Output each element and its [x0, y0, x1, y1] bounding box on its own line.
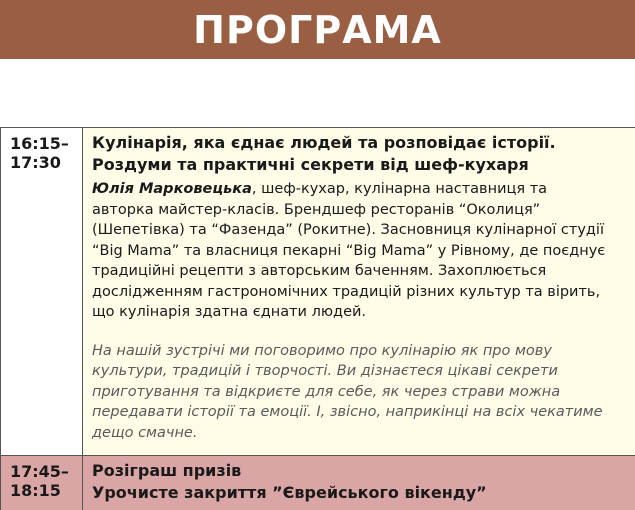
- session-title: [92, 132, 629, 176]
- session-title-line-1: Кулінарія, яка єднає людей та розповідає історії.: [92, 133, 556, 152]
- session-title-line-1: Розіграш призів: [92, 461, 242, 480]
- time-cell: [0, 128, 83, 455]
- session-content: [83, 456, 635, 510]
- time-start: 17:45–: [10, 462, 69, 481]
- program-banner: [0, 0, 635, 59]
- session-title-line-2: Роздуми та практичні секрети від шеф-кухаря: [92, 155, 529, 174]
- session-title-line-2: Урочисте закриття ”Єврейського вікенду”: [92, 483, 487, 502]
- time-start: 16:15–: [10, 134, 69, 153]
- speaker-name: Юлія Марковецька: [92, 181, 252, 197]
- time-end: 17:30: [10, 153, 61, 172]
- schedule-row: [0, 455, 635, 510]
- session-content: [83, 128, 635, 455]
- speaker-bio: [92, 179, 612, 323]
- time-end: 18:15: [10, 481, 61, 500]
- schedule-row: [0, 128, 635, 455]
- time-cell: [0, 456, 83, 510]
- speaker-bio-text: , шеф-кухар, кулінарна наставниця та авторка майстер-класів. Брендшеф ресторанів “Околиця” (Шепетівка) та “Фазенда” (Рокитне). Засновниця кулінарної студії “Big Mama” та власниця пекарні “Big Mama” у Рівному, де поєднує традиційні рецепти з авторським баченням. Захоплюється дослідженням гастрономічних традицій різних культур та вірить, що кулінарія здатна єднати людей.: [92, 181, 606, 320]
- session-description: На нашій зустрічі ми поговоримо про кулінарію як про мову культури, традицій і творчості. Ви дізнаєтеся цікаві секрети приготування та відкриєте для себе, як через страви можна передавати історії та емоції. І, звісно, наприкінці на всіх чекатиме дещо смачне.: [92, 342, 603, 441]
- session-title: [92, 460, 629, 504]
- page-title: ПРОГРАМА: [193, 7, 442, 52]
- schedule-table: [0, 127, 635, 510]
